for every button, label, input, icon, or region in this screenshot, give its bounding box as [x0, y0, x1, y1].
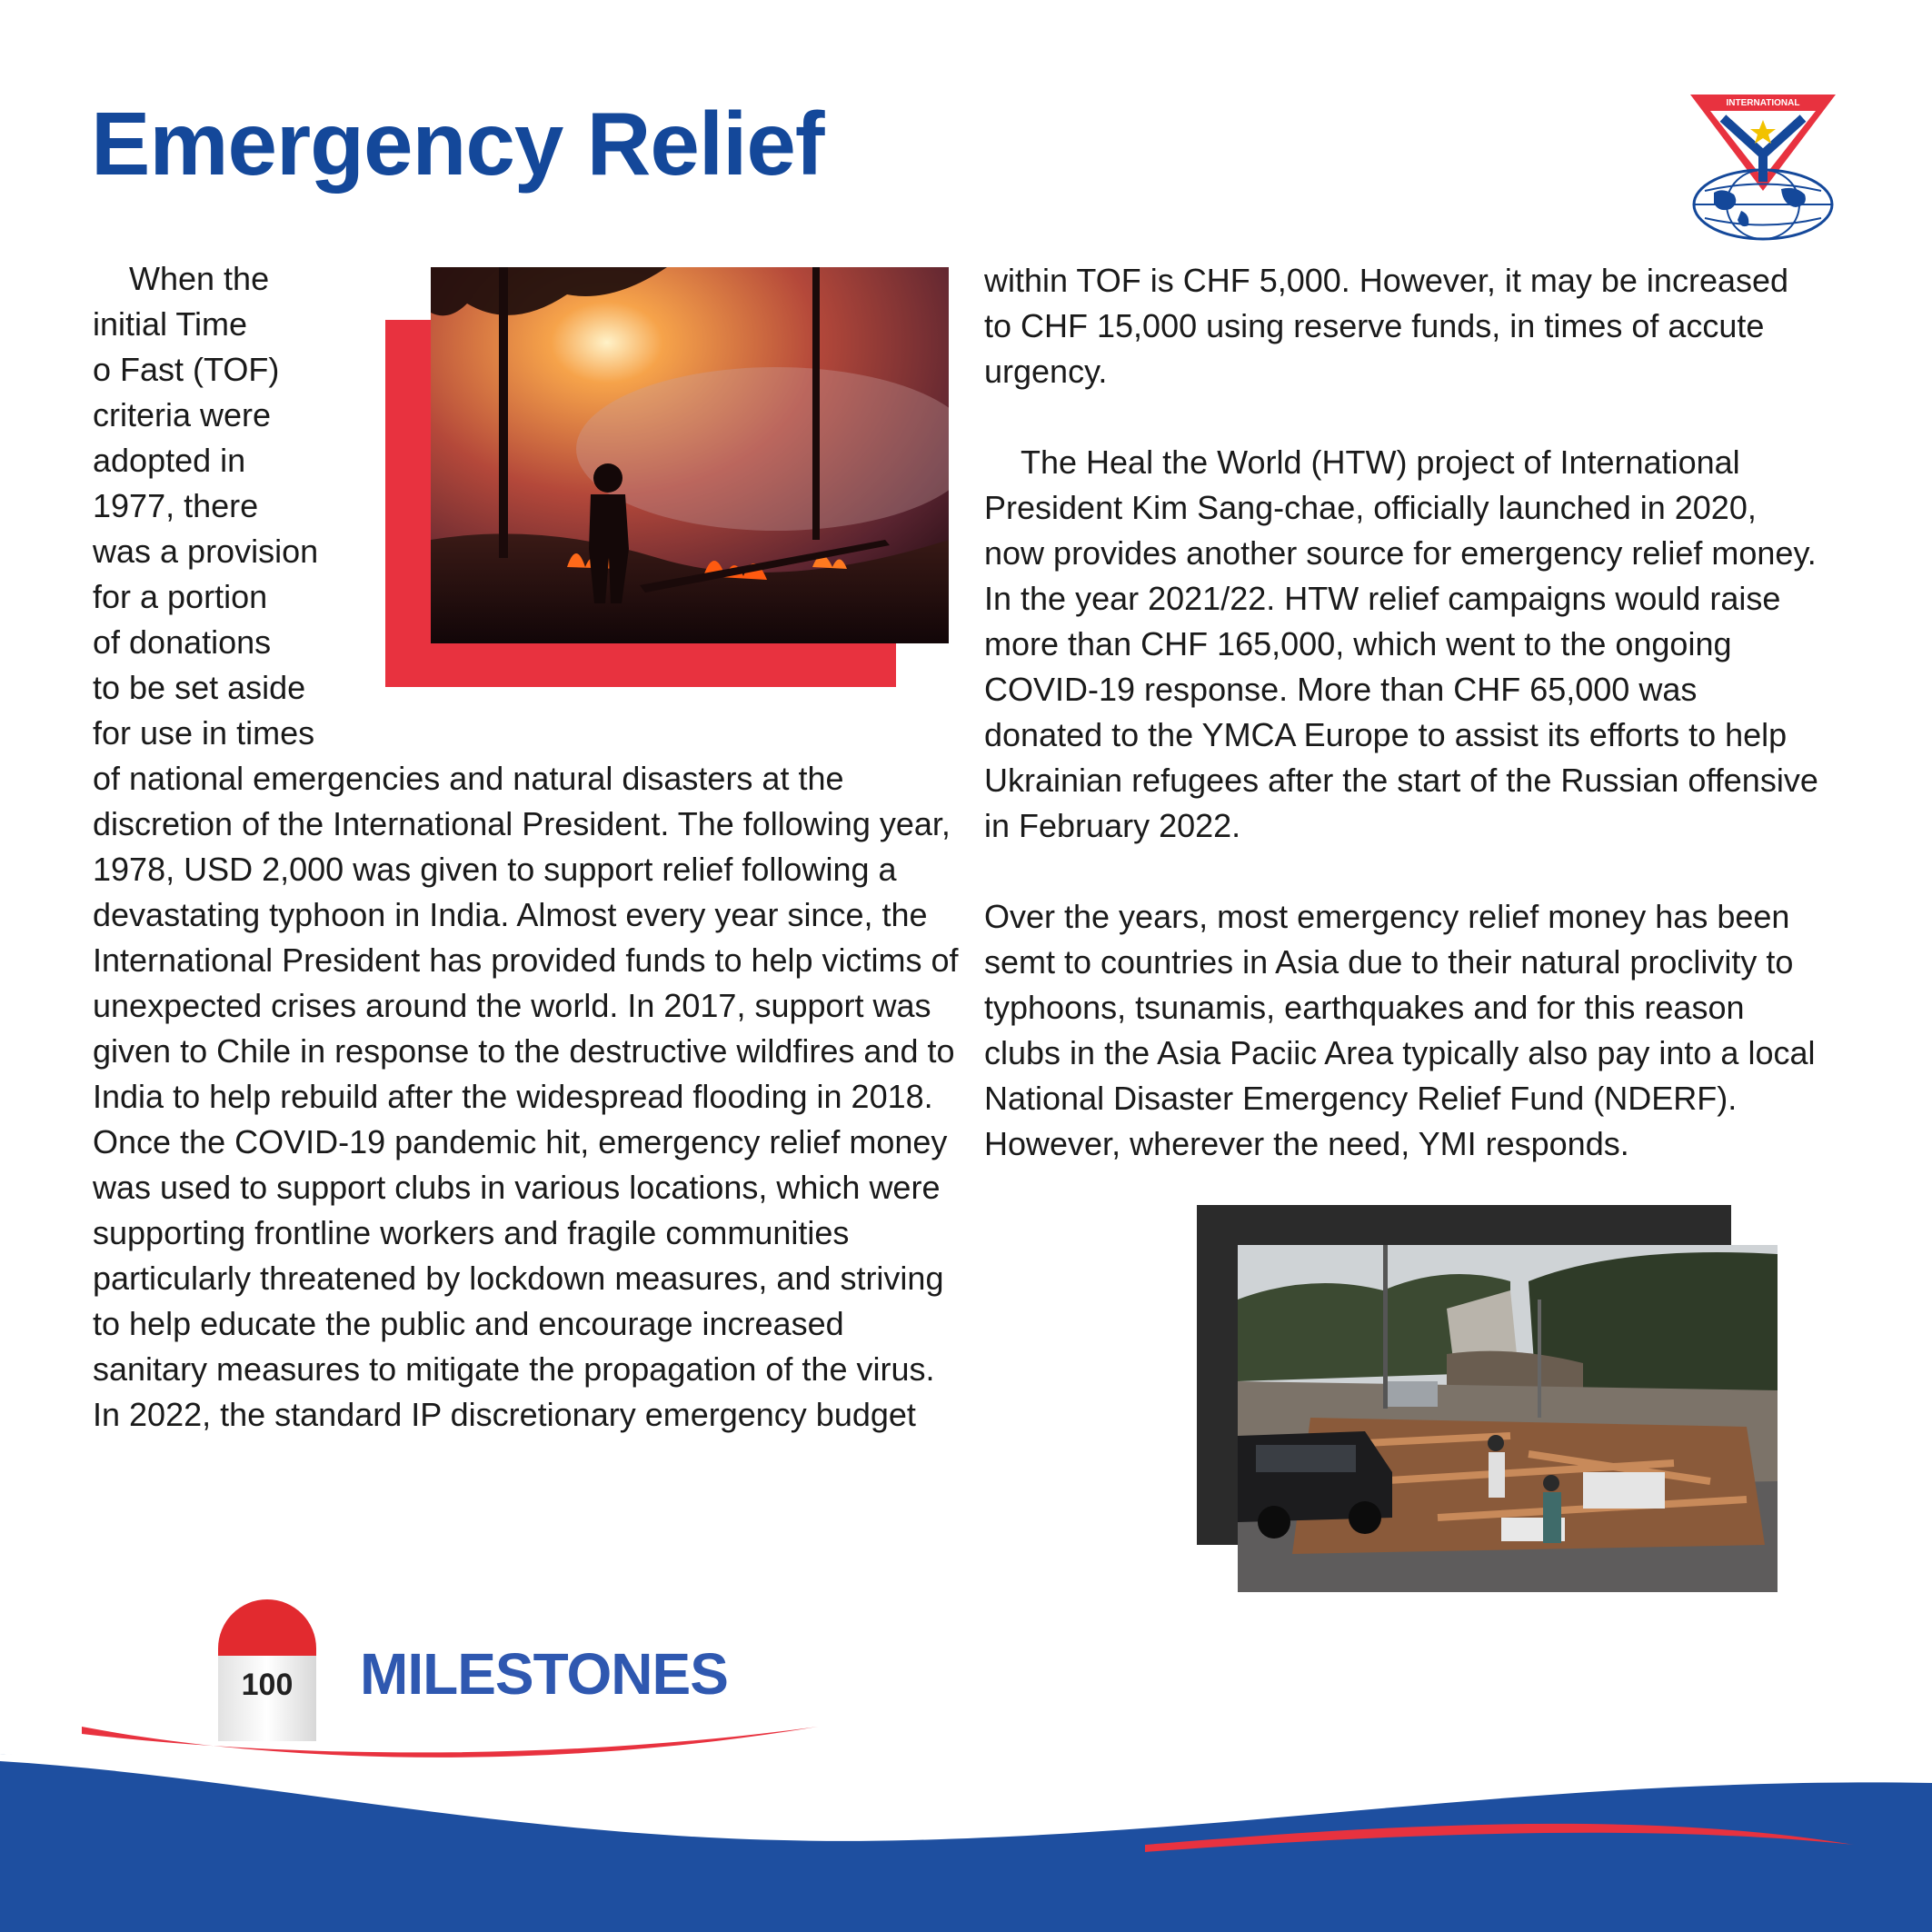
- body-paragraph-continuation: of national emergencies and natural disasters at the discretion of the International President. The following year, 1978, USD 2,000 was given to support relief following a devastating typhoon in India. Almost every year since, the International President has provided funds to help victims of unexpected crises around the world. In 2017, support was given to Chile in response to the destructive wildfires and to India to help rebuild after the widespread flooding in 2018. Once the COVID-19 pandemic hit, emergency relief money was used to support clubs in various locations, which were supporting frontline workers and fragile communities particularly threatened by lockdown measures, and striving to help educate the public and encourage increased sanitary measures to mitigate the propagation of the virus. In 2022, the standard IP discretionary emergency budget: [93, 760, 959, 1433]
- milestones-label: MILESTONES: [360, 1641, 728, 1707]
- intro-line: was a provision: [93, 533, 319, 570]
- body-paragraph: Over the years, most emergency relief money has been semt to countries in Asia due to their natural proclivity to typhoons, tsunamis, earthquakes and for this reason clubs in the Asia Paciic Area typically also pay into a local National Disaster Emergency Relief Fund (NDERF). However, wherever the need, YMI responds.: [984, 898, 1816, 1162]
- ymi-logo: [1687, 91, 1839, 244]
- footer-wave-decoration: [0, 1708, 1932, 1932]
- milestone-number: 100: [241, 1668, 294, 1702]
- intro-line: When the: [129, 260, 270, 297]
- intro-text-column: [93, 256, 365, 756]
- intro-line: o Fast (TOF): [93, 351, 280, 388]
- intro-line: to be set aside: [93, 669, 306, 706]
- intro-line: for a portion: [93, 578, 268, 615]
- intro-line: 1977, there: [93, 487, 259, 524]
- wildfire-photo: [431, 267, 949, 643]
- body-paragraph: The Heal the World (HTW) project of International President Kim Sang-chae, officially launched in 2020, now provides another source for emergency relief money. In the year 2021/22. HTW relief campaigns would raise more than CHF 165,000, which went to the ongoing COVID-19 response. More than CHF 65,000 was donated to the YMCA Europe to assist its efforts to help Ukrainian refugees after the start of the Russian offensive in February 2022.: [984, 443, 1818, 844]
- intro-line: initial Time: [93, 305, 248, 343]
- intro-line: criteria were: [93, 396, 272, 433]
- intro-line: for use in times: [93, 714, 315, 752]
- logo-text: INTERNATIONAL: [1726, 98, 1800, 108]
- intro-line: of donations: [93, 623, 272, 661]
- page-title: Emergency Relief: [91, 94, 824, 194]
- tsunami-debris-photo: [1238, 1245, 1778, 1592]
- right-text-column: [984, 258, 1820, 1212]
- body-paragraph: within TOF is CHF 5,000. However, it may be increased to CHF 15,000 using reserve funds, in times of accute urgency.: [984, 262, 1789, 390]
- intro-line: adopted in: [93, 442, 246, 479]
